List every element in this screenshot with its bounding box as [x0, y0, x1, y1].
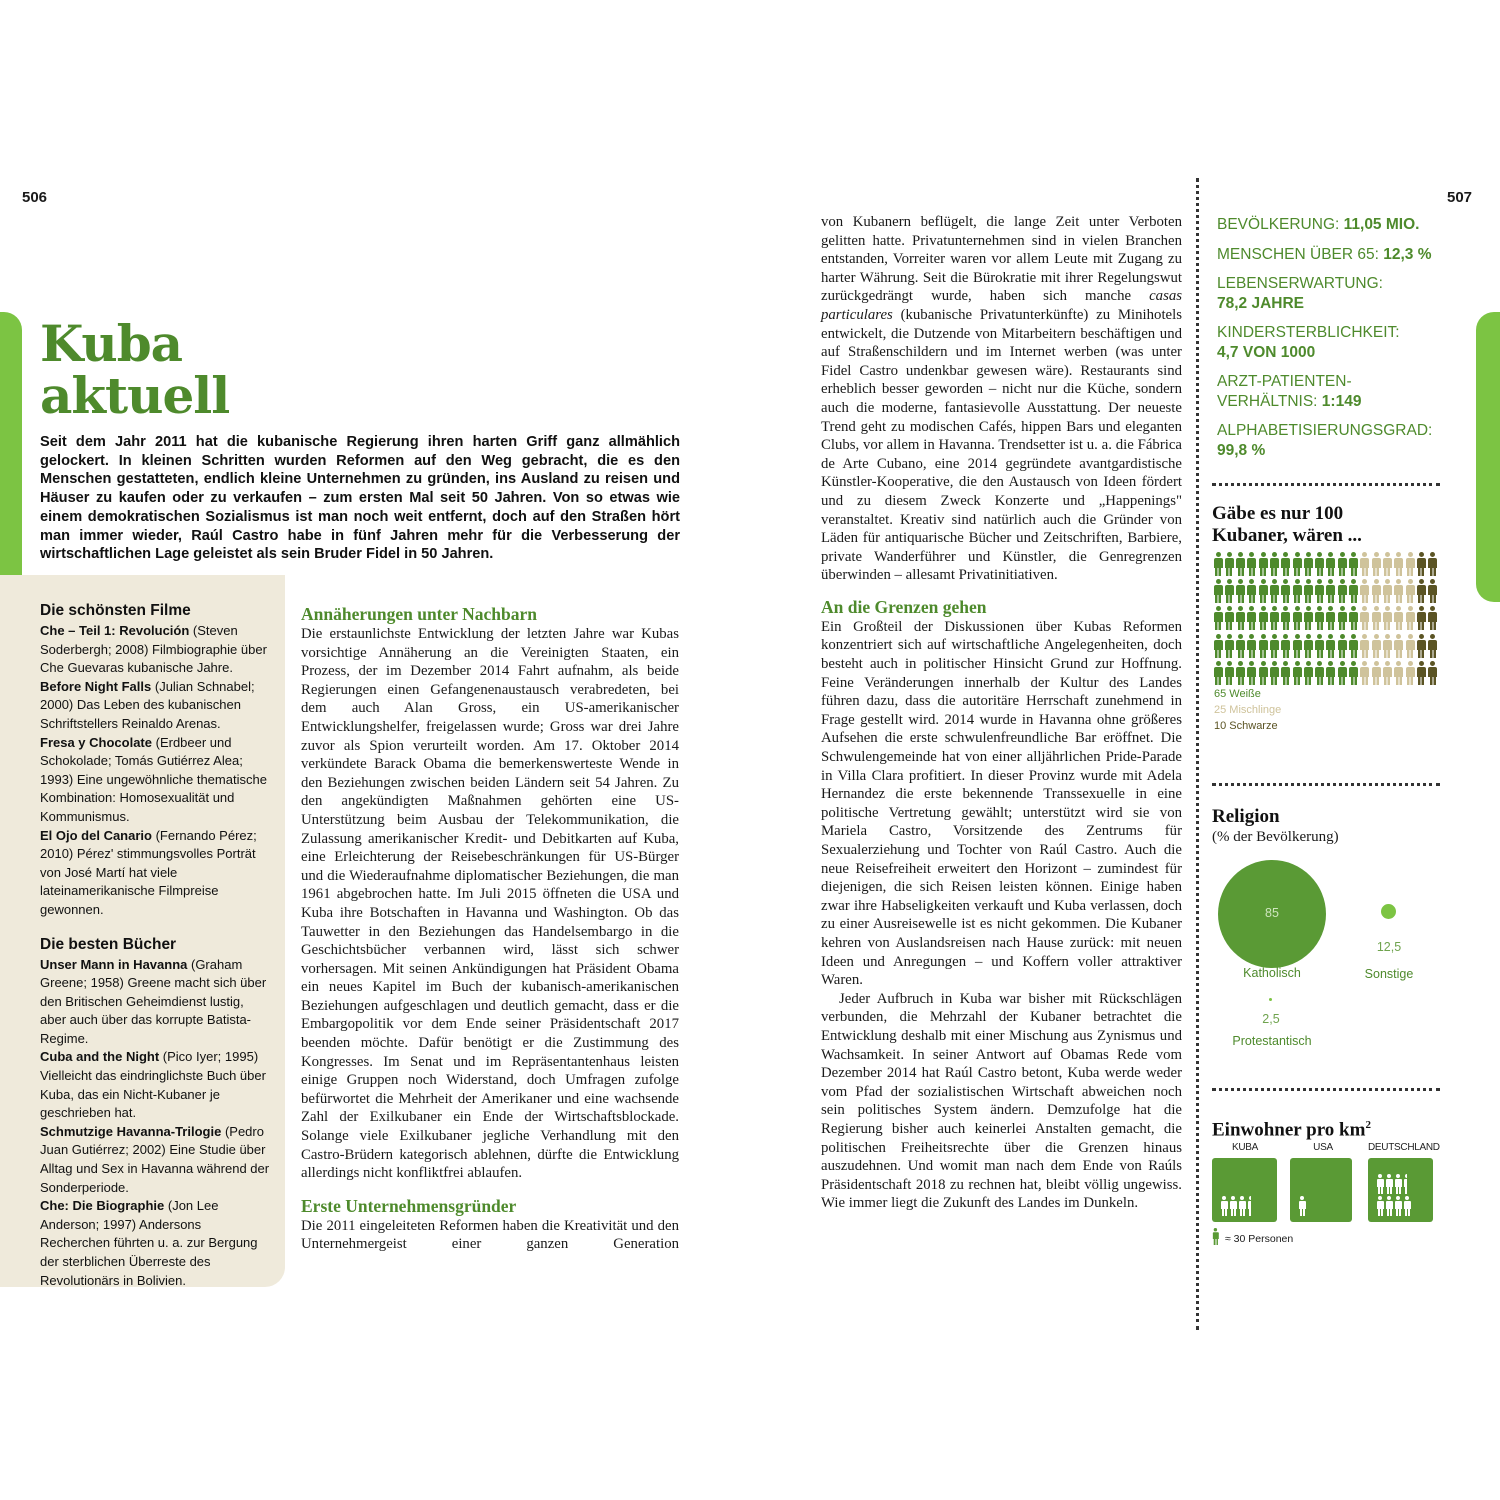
- person-icon: [1337, 552, 1347, 577]
- density-usa: [1290, 1142, 1356, 1222]
- stat-doctor-patient-ratio: [1217, 372, 1457, 411]
- density-heading-superscript: 2: [1365, 1119, 1371, 1131]
- person-icon: [1224, 661, 1234, 686]
- person-icon: [1315, 661, 1325, 686]
- person-icon: [1213, 606, 1223, 631]
- recommendation-entry: [40, 956, 270, 1049]
- stat-label: MENSCHEN ÜBER 65:: [1217, 245, 1384, 263]
- person-icon: [1326, 552, 1336, 577]
- person-icon: [1337, 661, 1347, 686]
- person-icon: [1376, 1196, 1384, 1216]
- person-icon: [1229, 1196, 1237, 1216]
- legend-whites: 65 Weiße: [1214, 688, 1261, 700]
- person-icon: [1382, 579, 1392, 604]
- protestant-label: Protestantisch: [1232, 1034, 1312, 1048]
- person-icon: [1213, 634, 1223, 659]
- person-icon: [1236, 552, 1246, 577]
- person-icon: [1382, 606, 1392, 631]
- recommendation-entry: [40, 678, 270, 734]
- paragraph-annaeherungen: Die erstaunlichste Entwicklung der letzten Jahre war Kubas vorsichtige Annäherung an die Vereinigten Staaten, ein Prozess, der im Dezember 2014 Fahrt aufnahm, als beide Regierungen einen Gefangenenaustausch verabredeten, bei dem auch Alan Gross, ein US-amerikanischer Entwicklungshelfer, freigelassen wurde; Gross war drei Jahre zuvor als Spion verurteilt worden. Am 17. Oktober 2014 verkündete Barack Obama die bemerkenswerteste Wende in den Beziehungen zwischen beiden Ländern seit 54 Jahren. Zu den angekündigten Maßnahmen gehörten eine US-Unterstützung beim Ausbau der Telekommunikation, die Zulassung amerikanischer Kredit- und Debitkarten auf Kuba, eine Erleichterung der Reisebeschränkungen für US-Bürger und die Wiederaufnahme diplomatischer Beziehungen, die man 1961 abgebrochen hatte. Im Juli 2015 öffneten die USA und Kuba ihre Botschaften in Havanna und Washington. Ob das Tauwetter in den Beziehungen das Handelsembargo in die Geschichtsbücher verbannen wird, lässt sich schwer vorhersagen. Mit seinen Ankündigungen hat Präsident Obama ein neues Kapitel im Buch der kubanisch-amerikanischen Beziehungen aufgeschlagen und deutlich gemacht, dass er die Embargopolitik vor dem Ende seiner Präsidentschaft 2017 beenden möchte. Dafür benötigt er die Zustimmung des Kongresses. Im Senat und im Repräsentantenhaus leisten einige Gruppen noch Widerstand, doch Umfragen zufolge befürwortet die Mehrheit der Amerikaner und eine wachsende Zahl der Exilkubaner ein Ende der Wirtschaftsblockade. Solange viele Exilkubaner jegliche Verhandlung mit den Castro-Brüdern kategorisch ablehnen, dürfte die Entwicklung allerdings nicht konfliktfrei ablaufen.: [301, 626, 679, 1182]
- stat-value: 78,2 JAHRE: [1217, 294, 1305, 312]
- casas-particulares-term: casas particulares: [821, 288, 1182, 323]
- person-icon: [1281, 579, 1291, 604]
- person-icon: [1315, 552, 1325, 577]
- person-icon: [1371, 606, 1381, 631]
- chapter-title-line1: Kuba: [40, 314, 183, 373]
- person-icon: [1269, 606, 1279, 631]
- chapter-title-line2: aktuell: [40, 366, 230, 425]
- person-icon: [1337, 579, 1347, 604]
- religion-subheading: (% der Bevölkerung): [1212, 829, 1339, 845]
- person-icon: [1385, 1174, 1393, 1194]
- person-icon: [1292, 579, 1302, 604]
- recommendation-title: Che – Teil 1: Revolución: [40, 623, 190, 638]
- person-icon: [1247, 579, 1257, 604]
- person-icon: [1405, 552, 1415, 577]
- person-icon: [1315, 634, 1325, 659]
- person-icon: [1337, 634, 1347, 659]
- person-icon: [1281, 606, 1291, 631]
- stat-label: VERHÄLTNIS:: [1217, 392, 1322, 410]
- person-icon: [1236, 634, 1246, 659]
- chapter-tab-left: [0, 312, 22, 604]
- recommendation-title: Fresa y Chocolate: [40, 734, 152, 750]
- person-icon: [1360, 606, 1370, 631]
- people-legend: [1214, 686, 1281, 734]
- person-icon: [1238, 1196, 1246, 1216]
- recommendation-title: El Ojo del Canario: [40, 827, 152, 843]
- person-icon: [1326, 661, 1336, 686]
- person-icon: [1303, 579, 1313, 604]
- person-icon: [1349, 661, 1359, 686]
- person-icon: [1403, 1174, 1407, 1194]
- person-icon: [1213, 552, 1223, 577]
- books-heading: Die besten Bücher: [40, 935, 177, 953]
- density-deutschland: [1368, 1142, 1440, 1222]
- person-icon: [1281, 634, 1291, 659]
- heading-erste-unternehmensgruender: Erste Unternehmensgründer: [301, 1195, 517, 1216]
- recommendation-entry: [40, 1197, 270, 1290]
- person-icon: [1382, 661, 1392, 686]
- person-icon: [1416, 579, 1426, 604]
- stat-label: ARZT-PATIENTEN-: [1217, 373, 1352, 390]
- stat-label: ALPHABETISIERUNGSGRAD:: [1217, 422, 1433, 439]
- recommendation-title: Schmutzige Havanna-Trilogie: [40, 1123, 222, 1139]
- density-comparison: [1212, 1142, 1442, 1224]
- films-list: [40, 622, 270, 920]
- other-religion-label: Sonstige: [1364, 967, 1414, 981]
- person-icon: [1326, 579, 1336, 604]
- legend-mixed: 25 Mischlinge: [1214, 704, 1282, 716]
- person-icon: [1236, 579, 1246, 604]
- person-icon: [1258, 661, 1268, 686]
- person-icon: [1394, 661, 1404, 686]
- person-icon: [1405, 579, 1415, 604]
- person-icon: [1269, 634, 1279, 659]
- article-column-2: [821, 213, 1182, 1213]
- density-box: [1212, 1158, 1277, 1222]
- person-icon: [1376, 1174, 1384, 1194]
- person-icon: [1292, 634, 1302, 659]
- people-heading-line2: Kubaner, wären ...: [1212, 525, 1362, 546]
- person-icon: [1428, 552, 1438, 577]
- person-icon: [1349, 579, 1359, 604]
- stat-population: [1217, 215, 1457, 235]
- stat-value: 12,3 %: [1383, 245, 1432, 263]
- person-icon: [1315, 579, 1325, 604]
- person-icon: [1220, 1196, 1228, 1216]
- paragraph-erste-continued: [821, 213, 1182, 585]
- density-heading: [1212, 1114, 1371, 1141]
- stat-label: KINDERSTERBLICHKEIT:: [1217, 324, 1400, 341]
- person-icon: [1416, 661, 1426, 686]
- person-icon: [1315, 606, 1325, 631]
- section-divider-2: [1212, 783, 1440, 786]
- paragraph-aufbruch: Jeder Aufbruch in Kuba war bisher mit Rückschlägen verbunden, die Mehrzahl der Kubaner betrachtet die Entwicklung deshalb mit einer Mischung aus Zynismus und Wachsamkeit. In seiner Antwort auf Obamas Rede vom Dezember 2014 hat Raúl Castro betont, Kuba werde weder vom Pfad der sozialistischen Wirtschaft abweichen noch sein politisches System ändern. Demzufolge hat die Regierung bisher auch keinerlei Anstalten gemacht, die politischen Freiheitsrechte über die Grenzen hinaus auszudehnen. Und womit man nach dem Ende von Raúls Präsidentschaft 2018 zu rechnen hat, bleibt völlig ungewiss. Wie immer liegt die Zukunft des Landes im Dunkeln.: [821, 990, 1182, 1212]
- person-icon: [1405, 634, 1415, 659]
- stat-value: 1:149: [1321, 392, 1362, 410]
- person-icon: [1224, 552, 1234, 577]
- density-country-label: DEUTSCHLAND: [1368, 1142, 1440, 1153]
- column-divider: [1196, 178, 1199, 1330]
- recommendation-entry: [40, 1048, 270, 1122]
- recommendation-entry: [40, 734, 270, 827]
- person-icon: [1337, 606, 1347, 631]
- intro-paragraph: Seit dem Jahr 2011 hat die kubanische Regierung ihren harten Griff ganz allmählich gelockert. In kleinen Schritten wurden Reformen auf den Weg gebracht, die es den Menschen gestatteten, endlich kleine Unternehmen zu gründen, ins Ausland zu reisen und Häuser zu kaufen oder zu verkaufen – zum ersten Mal seit 50 Jahren. Von so etwas wie einem demokratischen Sozialismus ist man noch weit entfernt, doch auf den Straßen hört man immer wieder, Raúl Castro habe in fünf Jahren mehr für die Verbesserung der wirtschaftlichen Lage geleistet als sein Bruder Fidel in 50 Jahren.: [40, 434, 680, 563]
- person-icon: [1360, 661, 1370, 686]
- heading-grenzen: An die Grenzen gehen: [821, 596, 987, 617]
- section-divider-3: [1212, 1088, 1440, 1091]
- books-list: [40, 956, 270, 1291]
- person-icon: [1258, 579, 1268, 604]
- people-heading-line1: Gäbe es nur 100: [1212, 503, 1344, 524]
- person-icon: [1349, 552, 1359, 577]
- stat-value: 99,8 %: [1217, 441, 1266, 459]
- density-legend-text: ≈ 30 Personen: [1225, 1233, 1294, 1245]
- protestant-value: 2,5: [1262, 1012, 1280, 1026]
- person-icon: [1247, 552, 1257, 577]
- person-icon: [1371, 552, 1381, 577]
- person-icon: [1371, 634, 1381, 659]
- recommendation-title: Before Night Falls: [40, 678, 152, 694]
- recommendation-text: (Jon Lee Anderson; 1997) Andersons Recherchen führten u. a. zur Bergung der sterblichen Überreste des Revolutionärs in Bolivien.: [40, 1198, 258, 1288]
- person-icon: [1224, 634, 1234, 659]
- person-icon: [1394, 579, 1404, 604]
- page-number-left: 506: [22, 189, 48, 206]
- section-divider-1: [1212, 483, 1440, 486]
- person-icon: [1403, 1196, 1411, 1216]
- paragraph-erste-unternehmensgruender: Die 2011 eingeleiteten Reformen haben die Kreativität und den Unternehmergeist einer ganzen Generation: [301, 1217, 679, 1253]
- people-pictogram-grid: [1213, 552, 1439, 688]
- person-icon: [1360, 579, 1370, 604]
- chapter-title: [40, 314, 230, 425]
- stat-child-mortality: [1217, 323, 1457, 362]
- person-icon: [1394, 634, 1404, 659]
- recommendation-title: Che: Die Biographie: [40, 1198, 165, 1214]
- person-icon: [1349, 634, 1359, 659]
- person-icon: [1236, 606, 1246, 631]
- stat-over-65: [1217, 245, 1457, 265]
- person-icon: [1371, 579, 1381, 604]
- density-country-label: USA: [1313, 1142, 1333, 1153]
- heading-annaeherungen: Annäherungen unter Nachbarn: [301, 604, 537, 624]
- person-icon: [1298, 1196, 1306, 1216]
- catholic-label: Katholisch: [1243, 966, 1301, 980]
- recommendation-text: (Erdbeer und Schokolade; Tomás Gutiérrez Alea; 1993) Eine ungewöhnliche thematische Kombination: Homosexualität und Kommunismus.: [40, 734, 267, 824]
- person-icon: [1416, 634, 1426, 659]
- people-infographic-heading: [1212, 503, 1362, 547]
- person-icon: [1213, 579, 1223, 604]
- person-icon: [1349, 606, 1359, 631]
- person-icon: [1371, 661, 1381, 686]
- recommendation-text: (Julian Schnabel; 2000) Das Leben des kubanischen Schriftstellers Reinaldo Arenas.: [40, 678, 255, 731]
- density-box: [1368, 1158, 1433, 1222]
- page-number-right: 507: [1447, 189, 1473, 206]
- density-legend: [1212, 1228, 1293, 1253]
- person-icon: [1428, 661, 1438, 686]
- person-icon: [1303, 661, 1313, 686]
- person-icon: [1303, 634, 1313, 659]
- recommendation-text: (Pedro Juan Gutiérrez; 2002) Eine Studie über Alltag und Sex in Havanna während der Sonderperiode.: [40, 1123, 270, 1195]
- person-icon: [1382, 634, 1392, 659]
- person-icon: [1269, 552, 1279, 577]
- person-icon: [1292, 661, 1302, 686]
- recommendation-text: (Steven Soderbergh; 2008) Filmbiographie über Che Guevaras kubanische Jahre.: [40, 623, 267, 676]
- person-icon: [1428, 606, 1438, 631]
- person-icon: [1292, 606, 1302, 631]
- person-icon: [1269, 661, 1279, 686]
- stat-label: BEVÖLKERUNG:: [1217, 216, 1344, 233]
- recommendation-title: Cuba and the Night: [40, 1049, 160, 1065]
- person-icon: [1212, 1228, 1219, 1245]
- stat-life-expectancy: [1217, 274, 1457, 313]
- person-icon: [1405, 606, 1415, 631]
- paragraph-erste-continued-a: von Kubanern beflügelt, die lange Zeit unter Verboten gelitten hatte. Privatunternehmen sind in vielen Branchen entstanden, Vorreiter waren vor allem Leute mit Zugang zu harter Währung. Seit die Bürokratie mit ihrer Regelungswut zurückgedrängt wurde, haben sich manche: [821, 214, 1182, 305]
- person-icon: [1269, 579, 1279, 604]
- paragraph-erste-continued-b: (kubanische Privatunterkünfte) zu Minihotels entwickelt, die Dutzende von Mitarbeitern beschäftigen und auf Straßenschildern und im Internet werben (was unter Fidel Castro undenkbar gewesen wäre). Restaurants sind erheblich besser geworden – nicht nur die Küche, sondern auch die moderne, fantasievolle Ausstattung. Der neueste Trend geht zu modischen Cafés, hippen Bars und eleganten Clubs, vor allem in Havanna. Trendsetter ist u. a. die Fábrica de Arte Cubano, eine 2014 gegründete avantgardistische Künstler-Kooperative, die den Austausch von Ideen fördert und zu diesem Zweck Konzerte und „Happenings" veranstaltet. Kreativ sind natürlich auch die Gründer von Läden für antiquarische Bücher und Zeitschriften, Barbiere, private Wanderführer und Künstler, die Genregrenzen überwinden – allesamt Privatinitiativen.: [821, 306, 1182, 584]
- person-icon: [1385, 1196, 1393, 1216]
- density-box: [1290, 1158, 1352, 1222]
- person-icon: [1224, 579, 1234, 604]
- person-icon: [1360, 634, 1370, 659]
- country-stats: [1217, 215, 1457, 470]
- article-column-1: [301, 603, 679, 1254]
- person-icon: [1258, 552, 1268, 577]
- person-icon: [1224, 606, 1234, 631]
- person-icon: [1326, 606, 1336, 631]
- person-icon: [1281, 552, 1291, 577]
- recommendation-text: (Fernando Pérez; 2010) Pérez' stimmungsvolles Porträt von José Martí hat viele lateinamerikanische Filmpreise gewonnen.: [40, 827, 257, 917]
- paragraph-grenzen: Ein Großteil der Diskussionen über Kubas Reformen konzentriert sich auf wirtschaftliche Angelegenheiten, doch besteht auch in politischer Hinsicht Grund zur Hoffnung. Feine Veränderungen innerhalb der Kultur des Landes führen dazu, dass die autoritäre Herrschaft zunehmend in Frage gestellt wird. 2014 wurde in Havanna ohne größeres Aufsehen die erste schwulenfreundliche Bar eröffnet. Die Schwulengemeinde hat von einer alljährlichen Pride-Parade in Villa Clara profitiert. In dieser Provinz wurde mit Adela Hernandez die erste bekennende Transsexuelle in eine politische Vertretung gewählt; unterstützt wird sie von Mariela Castro, Vorsitzende des Zentrums für Sexualerziehung und Tochter von Raúl Castro. Auch die neue Reisefreiheit erweitert den Horizont – zumindest für diejenigen, die sich Reisen leisten können. Einige haben zwar ihre Habseligkeiten verkauft und Kuba verlassen, doch zu einer Ausreisewelle ist es nicht gekommen. Die Kubaner kehren von Auslandsreisen nach Hause zurück: mit neuen Ideen und Anregungen – und Koffern voller attraktiver Waren.: [821, 618, 1182, 989]
- person-icon: [1394, 606, 1404, 631]
- chapter-tab-right: [1476, 312, 1500, 602]
- recommendation-entry: [40, 827, 270, 920]
- person-icon: [1428, 579, 1438, 604]
- recommendation-title: Unser Mann in Havanna: [40, 956, 188, 972]
- films-heading: Die schönsten Filme: [40, 602, 191, 619]
- person-icon: [1213, 661, 1223, 686]
- stat-label: LEBENSERWARTUNG:: [1217, 275, 1383, 292]
- person-icon: [1303, 552, 1313, 577]
- person-icon: [1247, 606, 1257, 631]
- recommendation-entry: [40, 1123, 270, 1197]
- sidebar-content: [40, 602, 270, 1290]
- recommendation-text: (Pico Iyer; 1995) Vielleicht das eindringlichste Buch über Kuba, das ein Nicht-Kubaner je geschrieben hat.: [40, 1049, 266, 1121]
- person-icon: [1303, 606, 1313, 631]
- person-icon: [1236, 661, 1246, 686]
- person-icon: [1258, 606, 1268, 631]
- other-religion-value: 12,5: [1376, 940, 1402, 954]
- person-icon: [1247, 634, 1257, 659]
- person-icon: [1428, 634, 1438, 659]
- stat-value: 11,05 MIO.: [1343, 216, 1420, 233]
- religion-heading: Religion: [1212, 806, 1280, 827]
- other-religion-circle: [1381, 904, 1396, 919]
- person-icon: [1281, 661, 1291, 686]
- person-icon: [1394, 1174, 1402, 1194]
- recommendation-entry: [40, 622, 270, 678]
- person-icon: [1394, 552, 1404, 577]
- density-country-label: KUBA: [1231, 1142, 1259, 1153]
- person-icon: [1416, 606, 1426, 631]
- density-heading-text: Einwohner pro km: [1212, 1119, 1366, 1141]
- stat-value: 4,7 VON 1000: [1217, 343, 1316, 361]
- person-icon: [1247, 1196, 1251, 1216]
- person-icon: [1258, 634, 1268, 659]
- stat-literacy: [1217, 421, 1457, 460]
- recommendation-text: (Graham Greene; 1958) Greene macht sich über den Britischen Geheimdienst lustig, aber auch über das korrupte Batista-Regime.: [40, 956, 267, 1046]
- person-icon: [1405, 661, 1415, 686]
- person-icon: [1292, 552, 1302, 577]
- catholic-value: 85: [1265, 906, 1279, 920]
- person-icon: [1360, 552, 1370, 577]
- person-icon: [1382, 552, 1392, 577]
- person-icon: [1326, 634, 1336, 659]
- protestant-circle: [1269, 998, 1272, 1001]
- person-icon: [1416, 552, 1426, 577]
- person-icon: [1247, 661, 1257, 686]
- person-icon: [1394, 1196, 1402, 1216]
- density-kuba: [1212, 1142, 1278, 1222]
- legend-blacks: 10 Schwarze: [1214, 720, 1278, 732]
